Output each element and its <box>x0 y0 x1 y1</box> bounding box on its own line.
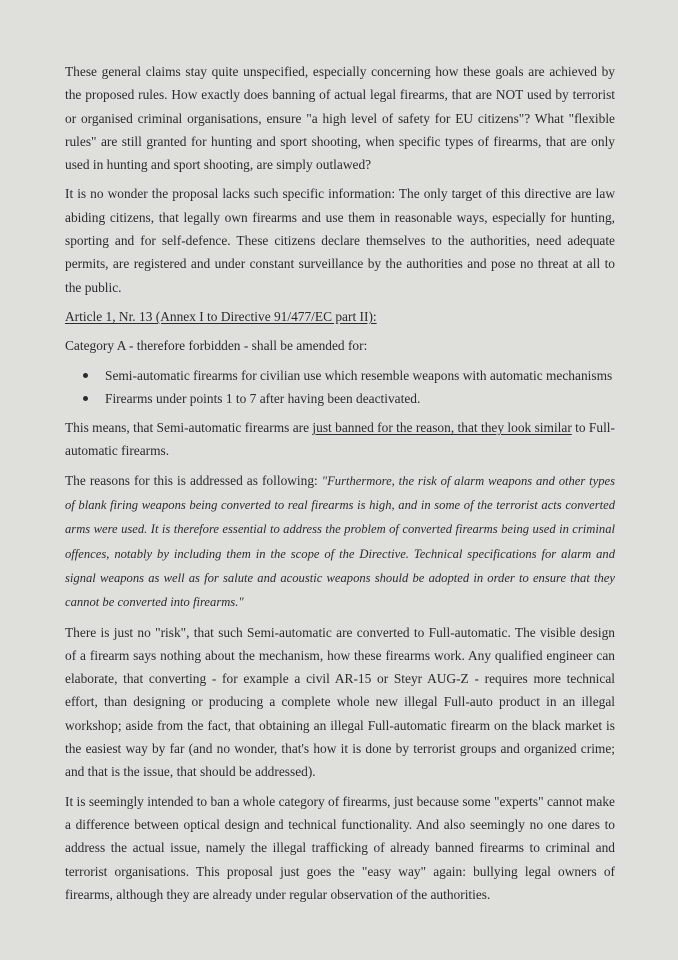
paragraph-no-risk: There is just no "risk", that such Semi-automatic are converted to Full-automatic. The visible design of a firearm says nothing about the mechanism, how these firearms work. Any qualified engineer can elaborate, that converting - for example a civil AR-15 or Steyr AUG-Z - requires more technical effort, than designing or producing a complete whole new illegal Full-auto product in an illegal workshop; aside from the fact, that obtaining an illegal Full-automatic firearm on the black market is the easiest way by far (and no wonder, that's how it is done by terrorist groups and organized crime; and that is the issue, that should be addressed). <box>65 624 615 780</box>
underlined-text: just banned for the reason, that they look similar <box>312 420 572 436</box>
paragraph-look-similar <box>65 416 615 463</box>
paragraph-ban-category: It is seemingly intended to ban a whole category of firearms, just because some "experts" cannot make a difference between optical design and technical functionality. And also seemingly no one dares to address the actual issue, namely the illegal trafficking of already banned firearms to criminal and terrorist organisations. This proposal just goes the "easy way" again: bullying legal owners of firearms, although they are already under regular observation of the authorities. <box>65 793 615 902</box>
list-item: Semi-automatic firearms for civilian use which resemble weapons with automatic mechanisms <box>105 364 615 387</box>
amendment-list <box>65 364 615 411</box>
paragraph-target-citizens: It is no wonder the proposal lacks such specific information: The only target of this directive are law abiding citizens, that legally own firearms and use them in reasonable ways, especially for hunting, sporting and for self-defence. These citizens declare themselves to the authorities, need adequate permits, are registered and under constant surveillance by the authorities and pose no threat at all to the public. <box>65 186 615 295</box>
list-item: Firearms under points 1 to 7 after having been deactivated. <box>105 387 615 410</box>
text-run: This means, that Semi-automatic firearms are <box>65 420 313 436</box>
text-run: The reasons for this is addressed as following: <box>65 472 322 488</box>
italic-quote: "Furthermore, the risk of alarm weapons and other types of blank firing weapons being converted to real firearms is high, and in some of the terrorist acts converted arms were used. It is therefore essential to address the problem of converted firearms being used in criminal offences, notably by including them in the scope of the Directive. Technical specifications for alarm and signal weapons as well as for salute and acoustic weapons should be adopted in order to ensure that they cannot be converted into firearms." <box>65 473 615 610</box>
text-run: to Full-automatic firearms. <box>65 420 615 459</box>
category-intro: Category A - therefore forbidden - shall be amended for: <box>65 338 368 354</box>
paragraph-unspecified-claims: These general claims stay quite unspecified, especially concerning how these goals are achieved by the proposed rules. How exactly does banning of actual legal firearms, that are NOT used by terrorist or organised criminal organisations, ensure "a high level of safety for EU citizens"? What "flexible rules" are still granted for hunting and sport shooting, when specific types of firearms, that are only used in hunting and sport shooting, are simply outlawed? <box>65 64 615 173</box>
paragraph-reasons-quote <box>65 469 615 615</box>
article-heading: Article 1, Nr. 13 (Annex I to Directive 91/477/EC part II): <box>65 308 377 324</box>
document-page <box>65 60 615 912</box>
